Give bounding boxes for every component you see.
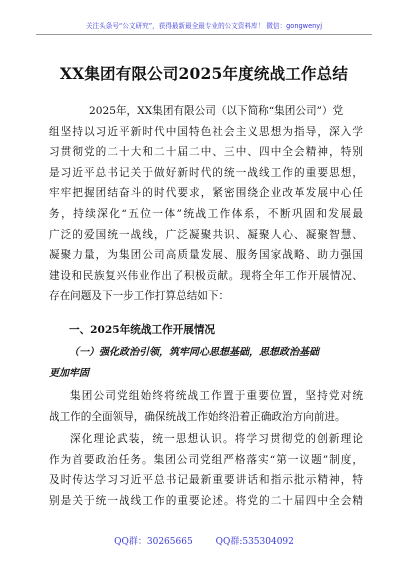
intro-line: 务，持续深化“五位一体”统战工作体系，不断巩固和发展最 (49, 207, 363, 220)
subsection-line: 更加牢固 (49, 367, 89, 379)
body-line: 集团公司党组始终将统战工作置于重要位置，坚持党对统 (70, 390, 363, 402)
body-line: 别是关于统一战线工作的重要论述。将党的二十届四中全会精 (49, 494, 363, 507)
intro-line: 是习近平总书记关于做好新时代的统一战线工作的重要思想， (49, 166, 363, 179)
intro-line: 习贯彻党的二十大和二十届二中、三中、四中全会精神，特别 (49, 146, 363, 159)
body-line: 深化理论武装，统一思想认识。将学习贯彻党的创新理论 (70, 433, 363, 446)
intro-line: 建设和民族复兴伟业作出了积极贡献。现将全年工作开展情况、 (49, 269, 363, 282)
body-text (49, 386, 363, 514)
footer-qq-group-2: QQ群:535304092 (215, 537, 294, 547)
body-line: 战工作的全面领导，确保统战工作始终沿着正确政治方向前进。 (49, 410, 346, 423)
document-title: XX集团有限公司2025年度统战工作总结 (59, 64, 349, 83)
intro-paragraph (49, 101, 363, 307)
body-paragraph (49, 386, 363, 427)
subsection-heading (49, 343, 363, 384)
intro-line: 2025年，XX集团有限公司（以下简称“集团公司”）党 (89, 105, 344, 117)
intro-line: 牢牢把握团结奋斗的时代要求，紧密围绕企业改革发展中心任 (49, 187, 363, 200)
footer-contact (0, 534, 408, 547)
subsection-line: （一）强化政治引领，筑牢同心思想基础，思想政治基础 (69, 347, 319, 358)
intro-line: 存在问题及下一步工作打算总结如下： (49, 290, 230, 303)
header-divider (36, 34, 372, 35)
section-heading: 一、2025年统战工作开展情况 (69, 324, 216, 336)
intro-line: 组坚持以习近平新时代中国特色社会主义思想为指导，深入学 (49, 125, 363, 138)
intro-line: 广泛的爱国统一战线，广泛凝聚共识、凝聚人心、凝聚智慧、 (49, 228, 363, 241)
body-line: 作为首要政治任务。集团公司党组严格落实“第一议题”制度， (49, 453, 363, 466)
body-paragraph (49, 429, 363, 511)
footer-qq-group-1: QQ群：30265665 (114, 537, 193, 547)
intro-line: 凝聚力量，为集团公司高质量发展、服务国家战略、助力强国 (49, 249, 363, 262)
body-line: 及时传达学习习近平总书记最新重要讲话和指示批示精神，特 (49, 474, 363, 487)
header-banner: 关注头条号“公文研究”，获得最新最全最专业的公文资料库！ 微信：gongwenyj (85, 22, 323, 30)
